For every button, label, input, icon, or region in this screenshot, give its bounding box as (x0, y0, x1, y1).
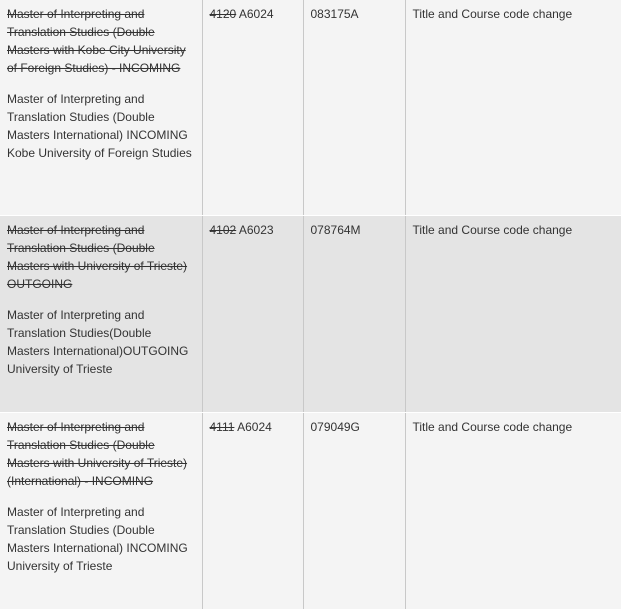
cricos-code-cell (303, 412, 405, 609)
cricos-code: 078764M (310, 222, 361, 237)
old-course-title: Master of Interpreting and Translation Studies (Double Masters with University of Trieste) OUTGOING (7, 222, 188, 291)
new-course-title: Master of Interpreting and Translation Studies(Double Masters International)OUTGOING University of Trieste (7, 307, 189, 376)
change-type-cell (405, 0, 621, 215)
course-title-cell (0, 0, 202, 215)
table-row (0, 412, 621, 609)
table-row (0, 0, 621, 215)
table-row (0, 215, 621, 412)
old-course-title: Master of Interpreting and Translation Studies (Double Masters with University of Trieste) (International) - INCOMING (7, 419, 188, 488)
new-course-code: A6023 (238, 222, 274, 237)
change-type: Title and Course code change (412, 419, 573, 434)
change-type: Title and Course code change (412, 222, 573, 237)
new-course-code: A6024 (238, 7, 274, 21)
change-type: Title and Course code change (412, 7, 573, 21)
cricos-code: 079049G (310, 419, 360, 434)
course-title-cell (0, 412, 202, 609)
cricos-code-cell (303, 0, 405, 215)
course-code-cell (202, 215, 303, 412)
old-course-title: Master of Interpreting and Translation Studies (Double Masters with Kobe City University of Foreign Studies) - INCOMING (7, 7, 186, 75)
old-course-code: 4111 (209, 419, 235, 434)
course-title-cell (0, 215, 202, 412)
course-code-cell (202, 0, 303, 215)
new-course-code: A6024 (237, 419, 272, 434)
new-course-title: Master of Interpreting and Translation Studies (Double Masters International) INCOMING Kobe University of Foreign Studies (7, 92, 192, 160)
cricos-code: 083175A (310, 7, 359, 21)
course-code-cell (202, 412, 303, 609)
change-type-cell (405, 215, 621, 412)
old-course-code: 4120 (209, 7, 237, 21)
old-course-code: 4102 (209, 222, 237, 237)
change-type-cell (405, 412, 621, 609)
new-course-title: Master of Interpreting and Translation Studies (Double Masters International) INCOMING University of Trieste (7, 504, 188, 573)
cricos-code-cell (303, 215, 405, 412)
